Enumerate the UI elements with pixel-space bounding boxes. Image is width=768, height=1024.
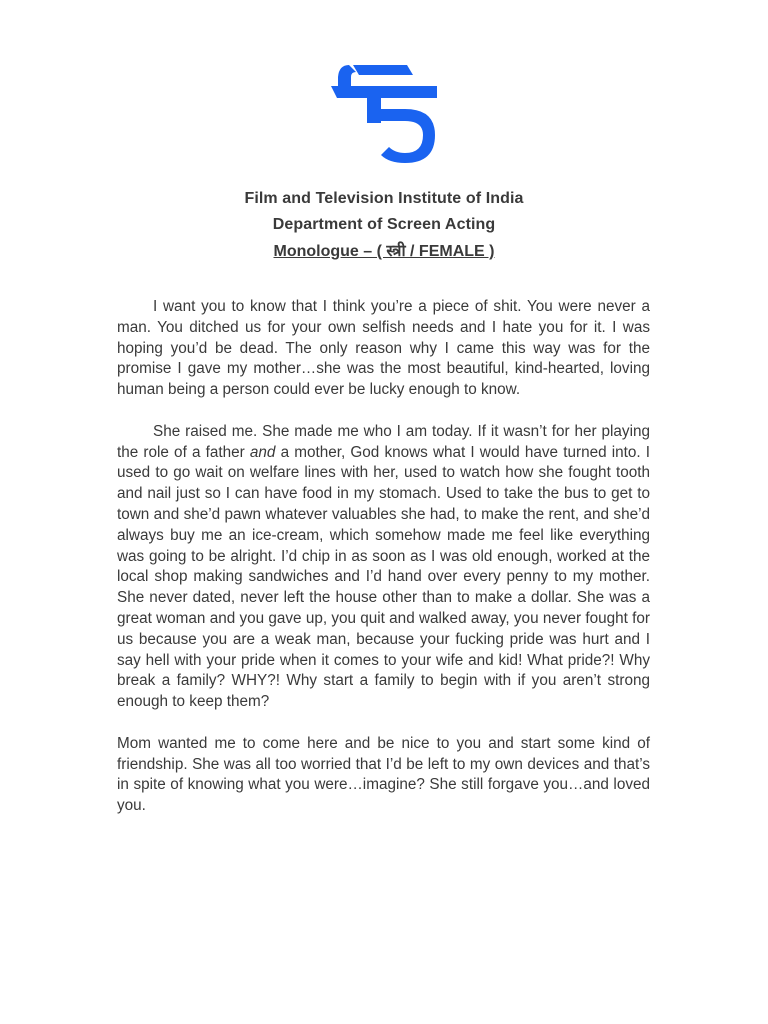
ftii-logo-icon	[329, 63, 439, 165]
department-title: Department of Screen Acting	[272, 216, 496, 233]
institute-title: Film and Television Institute of India	[244, 190, 524, 207]
paragraph-2-emphasis: and	[249, 443, 276, 461]
paragraph-2-part-b: a mother, God knows what I would have turned into. I used to go wait on welfare lines with her, used to watch how she fought tooth and nail just so I can have food in my stomach. Used to take the bus to get to town and she’d pawn whatever valuables she had, to make the rent, and she’d always buy me an ice-cream, which somehow made me feel like everything was going to be alright. I’d chip in as soon as I was old enough, worked at the local shop making sandwiches and I’d hand over every penny to my mother. She never dated, never left the house other than to make a dollar. She was a great woman and you gave up, you quit and walked away, you never fought for us because you are a weak man, because your fucking pride was hurt and I say hell with your pride when it comes to your wife and kid! What pride?! Why break a family? WHY?! Why start a family to begin with if you aren’t strong enough to keep them?	[117, 443, 651, 711]
paragraph-2-part-a: She raised me. She made me who I am today. If it wasn’t for her playing the role of a father	[117, 422, 650, 461]
paragraph-1: I want you to know that I think you’re a piece of shit. You were never a man. You ditched us for your own selfish needs and I hate you for it. I was hoping you’d be dead. The only reason why I came this way was for the promise I gave my mother…she was the most beautiful, kind-hearted, loving human being a person could ever be lucky enough to know.	[117, 298, 650, 399]
monologue-subtitle: Monologue – ( स्त्री / FEMALE )	[273, 243, 495, 260]
paragraph-2	[117, 422, 650, 713]
monologue-body	[117, 297, 650, 838]
paragraph-3: Mom wanted me to come here and be nice to you and start some kind of friendship. She was all too worried that I’d be left to my own devices and that’s in spite of knowing what you were…imagine? She still forgave you…and loved you.	[117, 734, 650, 815]
document-header	[0, 186, 768, 264]
